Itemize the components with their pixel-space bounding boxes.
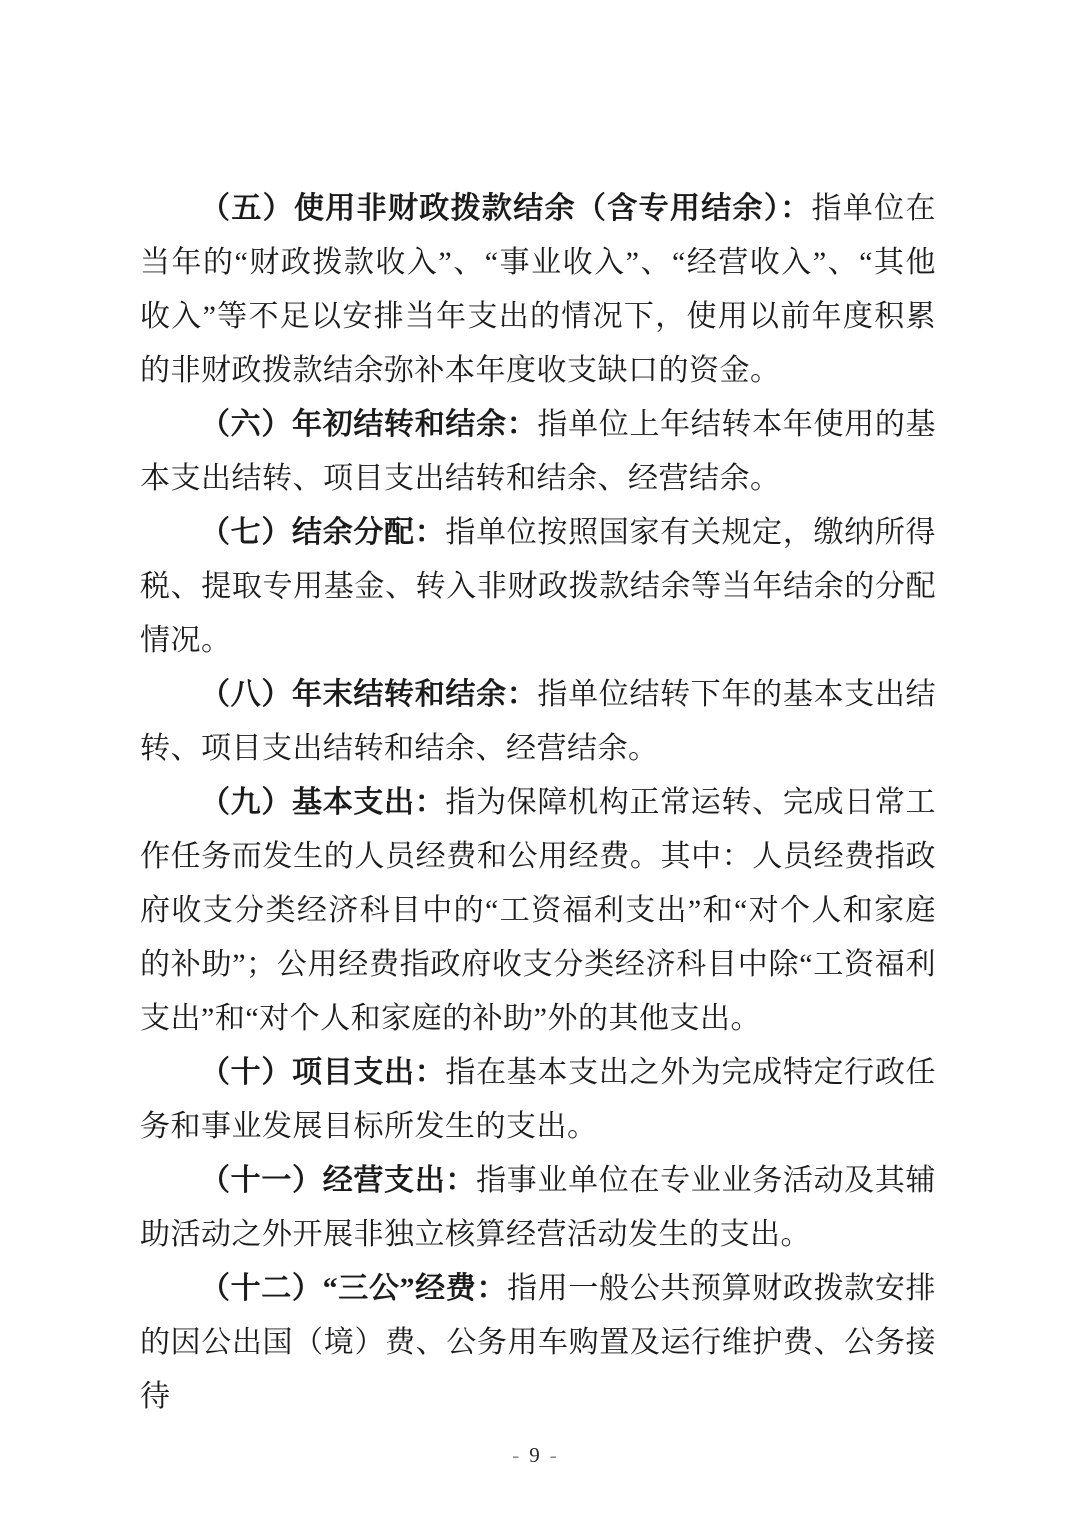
term-heading: （七）结余分配： — [200, 516, 446, 549]
term-definition: 指用一般公共预算财政拨款安排的因公出国（境）费、公务用车购置及运行维护费、公务接待 — [140, 1272, 937, 1413]
term-heading: （五）使用非财政拨款结余（含专用结余）： — [200, 192, 812, 225]
paragraph-term-7 — [140, 506, 936, 668]
page-number — [0, 1443, 1069, 1468]
term-definition: 指单位结转下年的基本支出结转、项目支出结转和结余、经营结余。 — [140, 678, 937, 765]
paragraph-term-9 — [140, 776, 936, 1046]
term-definition: 指在基本支出之外为完成特定行政任务和事业发展目标所发生的支出。 — [140, 1056, 937, 1143]
term-definition: 指单位在当年的“财政拨款收入”、“事业收入”、“经营收入”、“其他收入”等不足以安排当年支出的情况下，使用以前年度积累的非财政拨款结余弥补本年度收支缺口的资金。 — [140, 192, 937, 387]
page-number-value: 9 — [529, 1443, 540, 1467]
page-number-dash-left: - — [512, 1443, 520, 1467]
term-heading: （十）项目支出： — [200, 1056, 446, 1089]
term-definition: 指单位按照国家有关规定，缴纳所得税、提取专用基金、转入非财政拨款结余等当年结余的分配情况。 — [140, 516, 937, 657]
page-number-dash-right: - — [549, 1443, 557, 1467]
paragraph-term-12 — [140, 1262, 936, 1424]
term-heading: （十一）经营支出： — [200, 1164, 477, 1197]
paragraph-term-6 — [140, 398, 936, 506]
term-heading: （九）基本支出： — [200, 786, 446, 819]
term-definition: 指单位上年结转本年使用的基本支出结转、项目支出结转和结余、经营结余。 — [140, 408, 937, 495]
paragraph-term-5 — [140, 182, 936, 398]
term-heading: （十二）“三公”经费： — [200, 1272, 508, 1305]
term-heading: （六）年初结转和结余： — [200, 408, 538, 441]
term-definition: 指为保障机构正常运转、完成日常工作任务而发生的人员经费和公用经费。其中：人员经费指政府收支分类经济科目中的“工资福利支出”和“对个人和家庭的补助”；公用经费指政府收支分类经济科目中除“工资福利支出”和“对个人和家庭的补助”外的其他支出。 — [140, 786, 937, 1035]
term-heading: （八）年末结转和结余： — [200, 678, 538, 711]
term-definition: 指事业单位在专业业务活动及其辅助活动之外开展非独立核算经营活动发生的支出。 — [140, 1164, 937, 1251]
paragraph-term-11 — [140, 1154, 936, 1262]
paragraph-term-8 — [140, 668, 936, 776]
document-body — [140, 182, 936, 1424]
paragraph-term-10 — [140, 1046, 936, 1154]
